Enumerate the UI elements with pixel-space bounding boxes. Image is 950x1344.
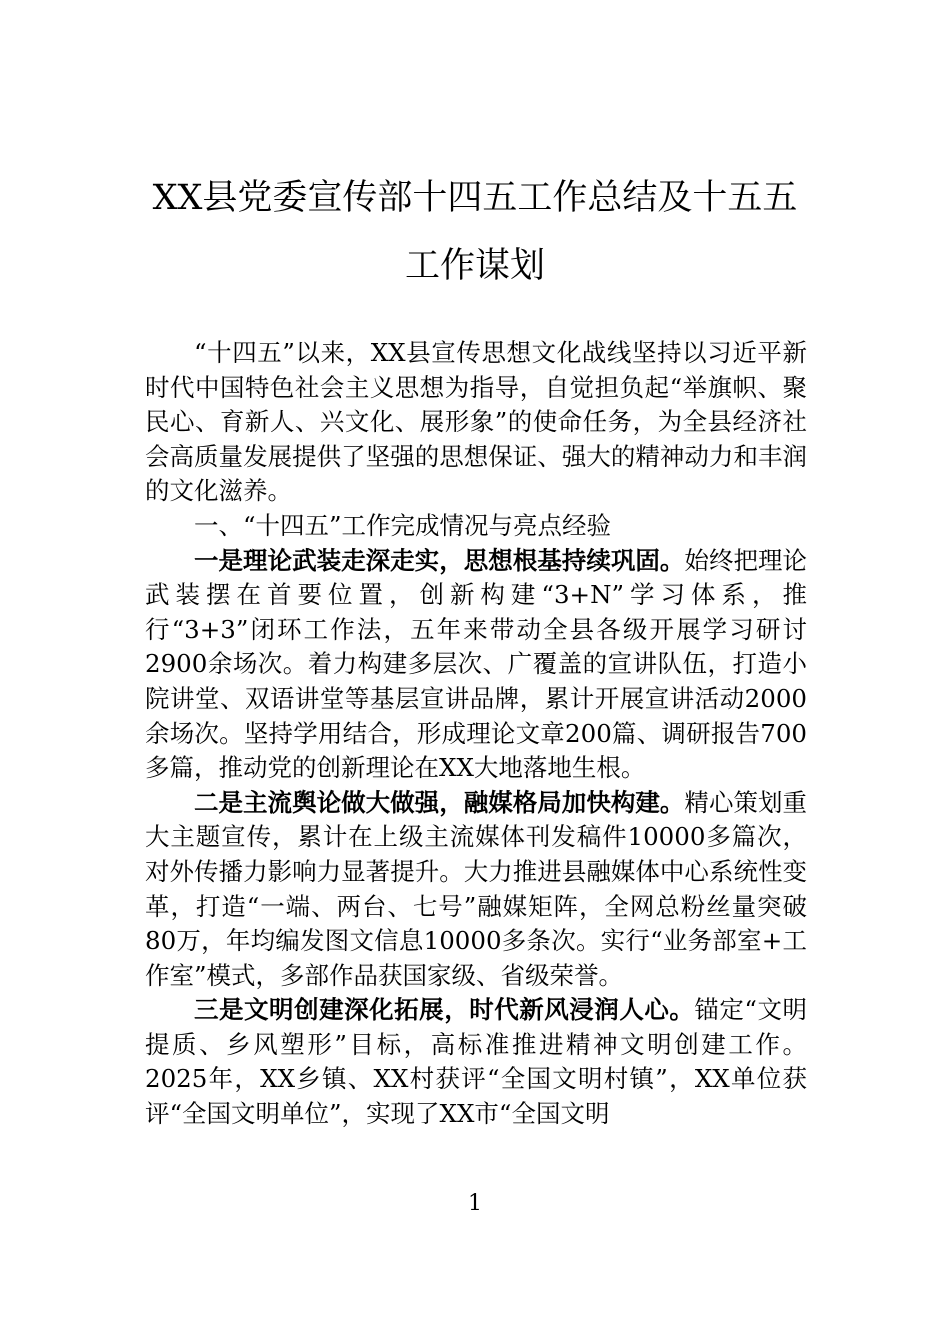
page-number: 1 [468, 1191, 482, 1216]
paragraph-media-text: 精心策划重大主题宣传，累计在上级主流媒体刊发稿件10000多篇次，对外传播力影响力显著提升。大力推进县融媒体中心系统性变革，打造“一端、两台、七号”融媒矩阵，全网总粉丝量突破80万，年均编发图文信息10000多条次。实行“业务部室+工作室”模式，多部作品获国家级、省级荣誉。 [145, 787, 808, 990]
paragraph-theory [145, 544, 807, 786]
document-body [145, 336, 807, 1132]
paragraph-media [145, 786, 807, 994]
document-title-line-2: 工作谋划 [404, 246, 545, 286]
intro-paragraph: “十四五”以来，XX县宣传思想文化战线坚持以习近平新时代中国特色社会主义思想为指导，自觉担负起“举旗帜、聚民心、育新人、兴文化、展形象”的使命任务，为全县经济社会高质量发展提供了坚强的思想保证、强大的精神动力和丰润的文化滋养。 [145, 338, 807, 506]
document-title-line-1: XX县党委宣传部十四五工作总结及十五五 [152, 178, 798, 218]
paragraph-theory-lead: 一是理论武装走深走实，思想根基持续巩固。 [194, 545, 685, 575]
paragraph-media-lead: 二是主流舆论做大做强，融媒格局加快构建。 [194, 787, 685, 817]
section-heading: 一、“十四五”工作完成情况与亮点经验 [194, 510, 612, 540]
paragraph-theory-text: 始终把理论武装摆在首要位置，创新构建“3+N”学习体系，推行“3+3”闭环工作法，五年来带动全县各级开展学习研讨2900余场次。着力构建多层次、广覆盖的宣讲队伍，打造小院讲堂、双语讲堂等基层宣讲品牌，累计开展宣讲活动2000余场次。坚持学用结合，形成理论文章200篇、调研报告700多篇，推动党的创新理论在XX大地落地生根。 [145, 545, 808, 783]
paragraph-civilization-text: 锚定“文明提质、乡风塑形”目标，高标准推进精神文明创建工作。2025年，XX乡镇、XX村获评“全国文明村镇”，XX单位获评“全国文明单位”，实现了XX市“全国文明 [145, 995, 807, 1129]
paragraph-civilization-lead: 三是文明创建深化拓展，时代新风浸润人心。 [194, 995, 695, 1025]
paragraph-civilization [145, 993, 807, 1131]
